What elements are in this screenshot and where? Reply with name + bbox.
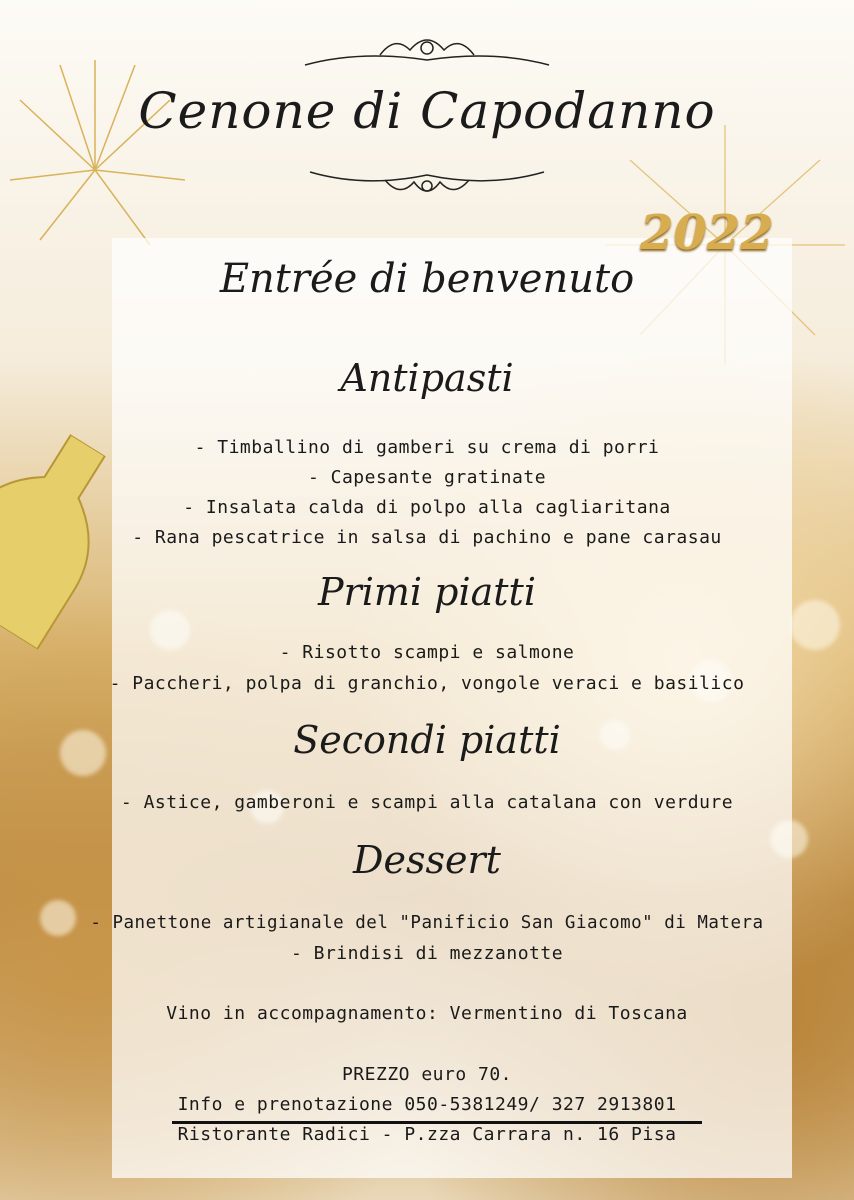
ornament-bottom-icon <box>0 160 854 200</box>
booking-info: Info e prenotazione 050-5381249/ 327 2913801 <box>177 1094 677 1115</box>
primi-item: - Paccheri, polpa di granchio, vongole veraci e basilico <box>109 673 745 694</box>
secondi-heading: Secondi piatti <box>293 718 561 762</box>
restaurant-address: Ristorante Radici - P.zza Carrara n. 16 Pisa <box>177 1124 677 1145</box>
antipasti-item: - Timballino di gamberi su crema di porri <box>194 437 660 458</box>
dessert-heading: Dessert <box>353 838 501 882</box>
dessert-item: - Panettone artigianale del "Panificio San Giacomo" di Matera <box>90 913 764 933</box>
menu-title: Cenone di Capodanno <box>138 82 716 140</box>
primi-item: - Risotto scampi e salmone <box>279 642 575 663</box>
welcome-heading: Entrée di benvenuto <box>219 256 635 302</box>
antipasti-item: - Insalata calda di polpo alla cagliaritana <box>183 497 671 518</box>
ornament-top-icon <box>0 30 854 75</box>
secondi-item: - Astice, gamberoni e scampi alla catalana con verdure <box>120 792 734 813</box>
year-label: 2022 <box>640 205 774 261</box>
wine-note: Vino in accompagnamento: Vermentino di Toscana <box>166 1003 688 1024</box>
dessert-item: - Brindisi di mezzanotte <box>290 943 564 964</box>
antipasti-item: - Capesante gratinate <box>307 467 547 488</box>
price-label: PREZZO euro 70. <box>341 1064 513 1085</box>
antipasti-heading: Antipasti <box>340 356 514 400</box>
antipasti-item: - Rana pescatrice in salsa di pachino e pane carasau <box>132 527 722 548</box>
primi-heading: Primi piatti <box>318 570 536 614</box>
